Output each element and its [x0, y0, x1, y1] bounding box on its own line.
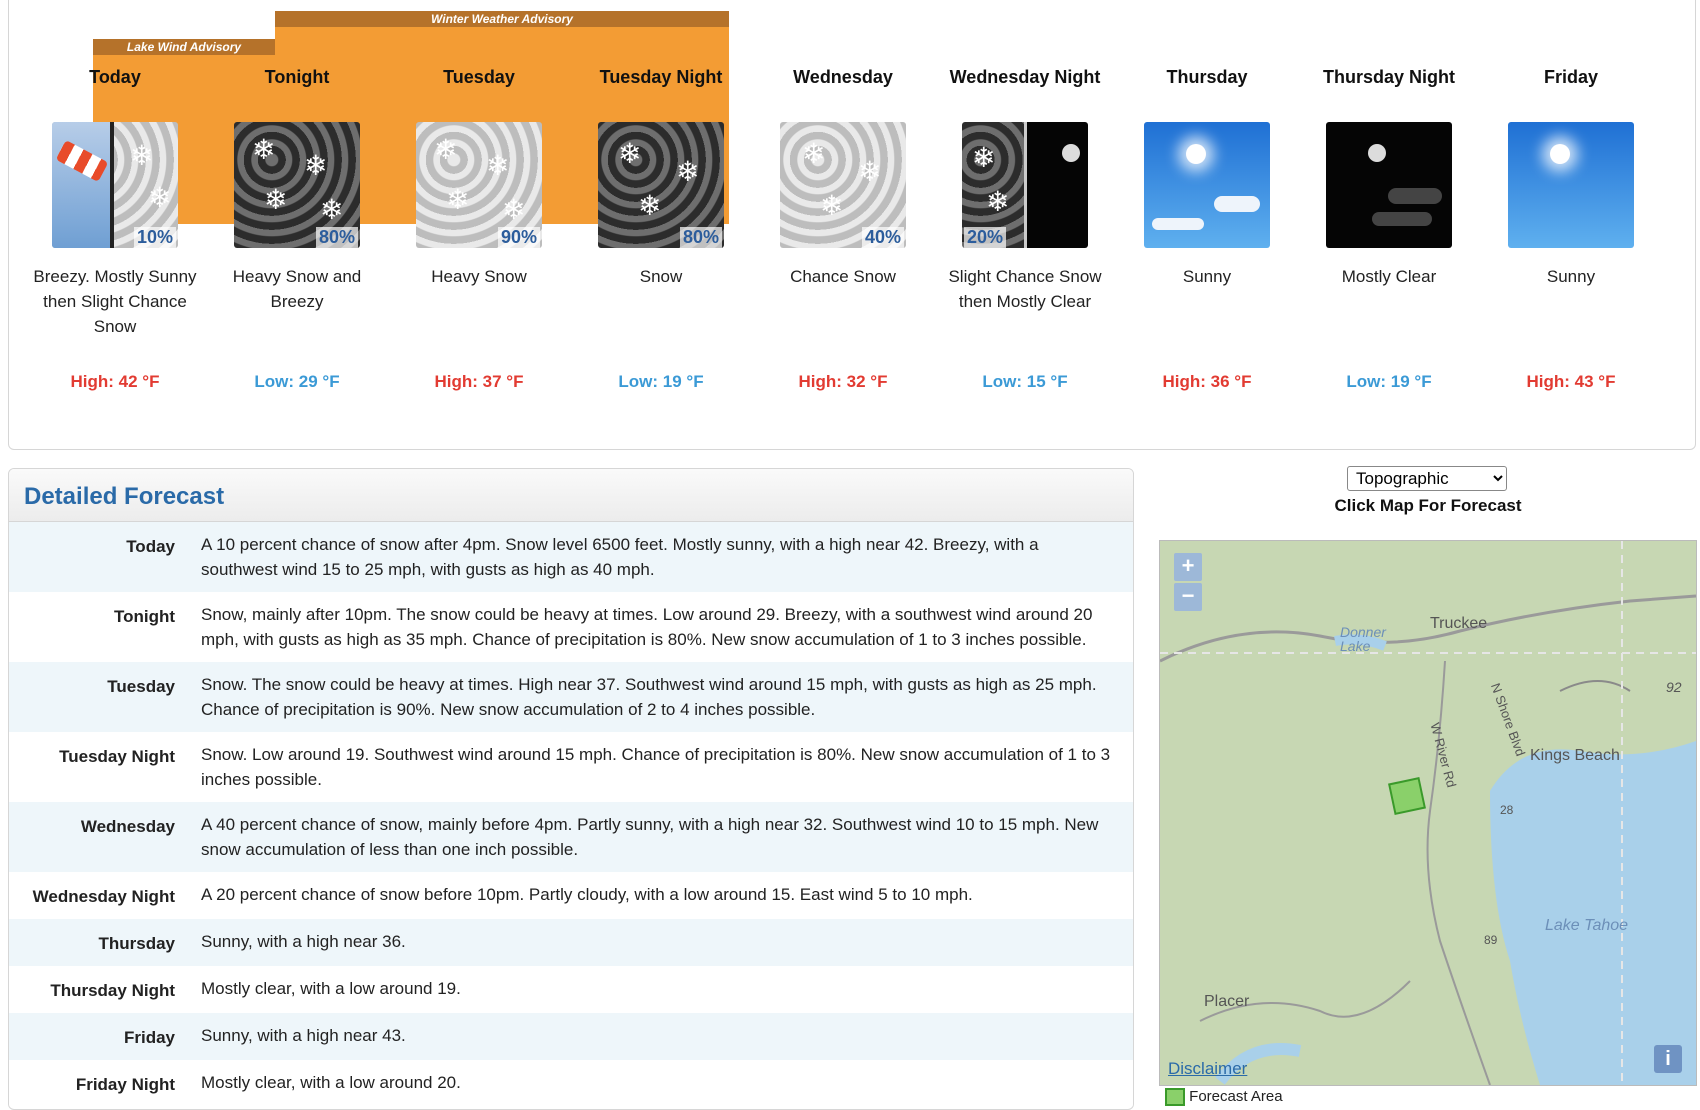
row-text: Mostly clear, with a low around 20.: [201, 1073, 461, 1092]
row-label: Today: [126, 537, 175, 556]
forecast-row: [9, 802, 1133, 872]
map-label-route-92: 92: [1666, 679, 1682, 695]
forecast-period-wednesday: [758, 65, 928, 392]
row-text: A 20 percent chance of snow before 10pm. Partly cloudy, with a low around 15. East wind 5 to 10 mph.: [201, 885, 973, 904]
temperature: High: 37 °F: [434, 372, 524, 391]
forecast-row: [9, 1060, 1133, 1107]
precip-chance: 10%: [134, 227, 176, 248]
map-label-placer: Placer: [1204, 993, 1250, 1010]
row-text: Sunny, with a high near 43.: [201, 1026, 406, 1045]
legend-label: Forecast Area: [1189, 1088, 1283, 1105]
row-label: Tonight: [113, 607, 175, 626]
row-text: A 40 percent chance of snow, mainly before 4pm. Partly sunny, with a high near 32. Southwest wind 10 to 15 mph. New snow accumulation of less than one inch possible.: [201, 815, 1099, 859]
forecast-period-wednesday-night: [940, 65, 1110, 392]
detailed-forecast-panel: [8, 468, 1134, 1110]
hazard-label[interactable]: Lake Wind Advisory: [93, 39, 275, 55]
map-label-w-river-rd: W River Rd: [1427, 721, 1460, 790]
heavy-snow-night-icon: ❄ ❄ ❄ ❄ 80%: [234, 122, 360, 248]
map-label-kings-beach: Kings Beach: [1530, 747, 1620, 764]
row-text: Snow. The snow could be heavy at times. High near 37. Southwest wind around 15 mph, with gusts as high as 25 mph. Chance of precipitation is 90%. New snow accumulation of 2 to 4 inches possible.: [201, 675, 1097, 719]
period-name: Thursday: [1166, 67, 1248, 87]
row-label: Friday: [123, 1028, 175, 1047]
forecast-period-thursday-night: [1304, 65, 1474, 392]
map-legend: [1165, 1088, 1283, 1106]
temperature: Low: 29 °F: [254, 372, 340, 391]
map-label-lake-tahoe: Lake Tahoe: [1545, 917, 1629, 934]
forecast-row: [9, 966, 1133, 1013]
snow-then-clear-icon: ❄ ❄ 20%: [962, 122, 1088, 248]
short-description: Sunny: [1182, 267, 1232, 286]
forecast-period-friday: [1486, 65, 1656, 392]
temperature: High: 32 °F: [798, 372, 888, 391]
map-label-route-89: 89: [1484, 933, 1498, 947]
map-label-donner-lake: Donner Lake: [1340, 624, 1386, 654]
seven-day-forecast: [8, 0, 1696, 450]
temperature: Low: 19 °F: [618, 372, 704, 391]
forecast-row: [9, 662, 1133, 732]
sunny-icon: [1508, 122, 1634, 248]
row-text: Mostly clear, with a low around 19.: [201, 979, 461, 998]
row-label: Wednesday Night: [32, 887, 175, 906]
forecast-map[interactable]: [1159, 540, 1697, 1086]
forecast-row: [9, 732, 1133, 802]
forecast-row: [9, 872, 1133, 919]
short-description: Slight Chance Snow then Mostly Clear: [948, 267, 1102, 311]
row-label: Friday Night: [75, 1075, 175, 1094]
temperature: Low: 19 °F: [1346, 372, 1432, 391]
row-label: Thursday: [98, 934, 175, 953]
mostly-clear-night-icon: [1326, 122, 1452, 248]
forecast-row: [9, 1013, 1133, 1060]
temperature: High: 42 °F: [70, 372, 160, 391]
heavy-snow-day-icon: ❄ ❄ ❄ ❄ 90%: [416, 122, 542, 248]
temperature: Low: 15 °F: [982, 372, 1068, 391]
period-name: Wednesday Night: [949, 67, 1101, 87]
map-caption: Click Map For Forecast: [1334, 496, 1522, 515]
precip-chance: 40%: [862, 227, 904, 248]
map-label-n-shore-blvd: N Shore Blvd: [1487, 681, 1529, 759]
map-label-route-28: 28: [1500, 803, 1514, 817]
row-text: Snow. Low around 19. Southwest wind around 15 mph. Chance of precipitation is 80%. New snow accumulation of 1 to 3 inches possible.: [201, 745, 1111, 789]
short-description: Chance Snow: [790, 267, 896, 286]
short-description: Heavy Snow and Breezy: [232, 267, 362, 311]
short-description: Mostly Clear: [1341, 267, 1437, 286]
zoom-out-button[interactable]: −: [1174, 583, 1202, 611]
precip-chance: 80%: [680, 227, 722, 248]
row-label: Tuesday Night: [59, 747, 175, 766]
temperature: High: 43 °F: [1526, 372, 1616, 391]
sunny-icon: [1144, 122, 1270, 248]
detailed-forecast-title: Detailed Forecast: [24, 483, 225, 510]
forecast-row: [9, 592, 1133, 662]
temperature: High: 36 °F: [1162, 372, 1252, 391]
short-description: Sunny: [1546, 267, 1596, 286]
forecast-period-tuesday-night: [576, 65, 746, 392]
short-description: Snow: [639, 267, 683, 286]
row-text: Sunny, with a high near 36.: [201, 932, 406, 951]
forecast-row: [9, 522, 1133, 592]
period-name: Tonight: [264, 67, 330, 87]
period-name: Tuesday Night: [599, 67, 723, 87]
period-name: Tuesday: [443, 67, 515, 87]
short-description: Breezy. Mostly Sunny then Slight Chance Snow: [33, 267, 197, 336]
forecast-area-swatch: [1165, 1088, 1185, 1106]
precip-chance: 20%: [964, 227, 1006, 248]
zoom-in-button[interactable]: +: [1174, 553, 1202, 581]
precip-chance: 80%: [316, 227, 358, 248]
row-label: Thursday Night: [50, 981, 175, 1000]
forecast-period-tuesday: [394, 65, 564, 392]
detailed-forecast-header: [9, 469, 1133, 522]
period-name: Thursday Night: [1322, 67, 1455, 87]
chance-snow-icon: ❄ ❄ ❄ 40%: [780, 122, 906, 248]
map-label-truckee: Truckee: [1430, 615, 1488, 632]
forecast-period-today: [30, 65, 200, 392]
forecast-period-thursday: [1122, 65, 1292, 392]
detailed-forecast-table: [9, 522, 1133, 1107]
map-info-button[interactable]: i: [1654, 1045, 1682, 1073]
period-name: Friday: [1543, 67, 1599, 87]
wind-snow-icon: ❄ ❄ 10%: [52, 122, 178, 248]
map-type-select[interactable]: [1347, 466, 1507, 491]
period-name: Wednesday: [793, 67, 893, 87]
row-text: Snow, mainly after 10pm. The snow could be heavy at times. Low around 29. Breezy, with a southwest wind around 20 mph, with gusts as high as 35 mph. Chance of precipitation is 80%. New snow accumulation of 1 to 3 inches possible.: [201, 605, 1093, 649]
hazard-label[interactable]: Winter Weather Advisory: [275, 11, 729, 27]
row-label: Wednesday: [80, 817, 175, 836]
map-disclaimer-link[interactable]: Disclaimer: [1168, 1059, 1248, 1078]
short-description: Heavy Snow: [431, 267, 527, 286]
row-label: Tuesday: [107, 677, 175, 696]
forecast-period-tonight: [212, 65, 382, 392]
period-name: Today: [89, 67, 141, 87]
forecast-row: [9, 919, 1133, 966]
precip-chance: 90%: [498, 227, 540, 248]
snow-night-icon: ❄ ❄ ❄ 80%: [598, 122, 724, 248]
row-text: A 10 percent chance of snow after 4pm. Snow level 6500 feet. Mostly sunny, with a high near 42. Breezy, with a southwest wind 15 to 25 mph, with gusts as high as 40 mph.: [201, 535, 1039, 579]
